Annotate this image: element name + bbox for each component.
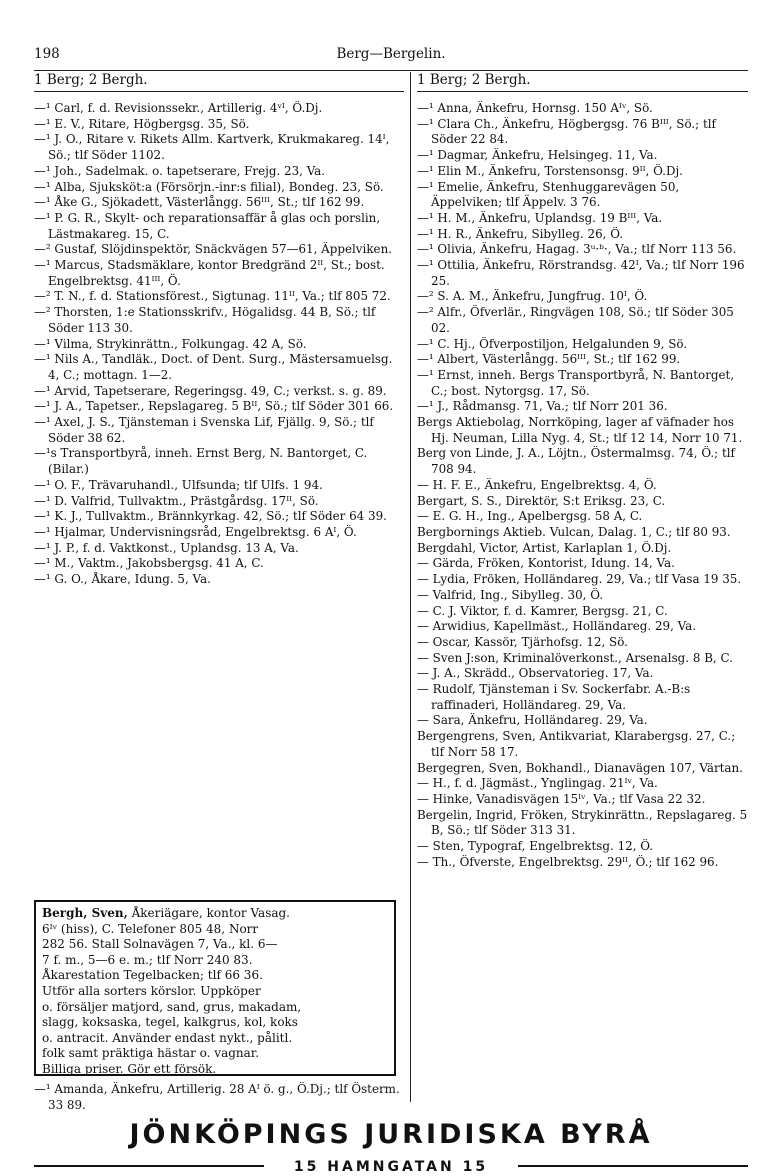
page-title: Berg—Bergelin. [336,46,446,62]
directory-entry: — Lydia, Fröken, Holländareg. 29, Va.; tlf Vasa 19 35. [417,572,742,587]
directory-entry: —¹ C. Hj., Öfverpostiljon, Helgalunden 9, Sö. [417,336,688,351]
directory-entry: — Valfrid, Ing., Sibylleg. 30, Ö. [417,587,604,602]
directory-entry: —¹ Ottilia, Änkefru, Rörstrandsg. 42ᴵ, Va.; tlf Norr 196 25. [417,258,745,288]
right-head-rule [417,91,748,92]
directory-entry: —¹ Marcus, Stadsmäklare, kontor Bredgränd 2ᴵᴵ, St.; bost. Engelbrektsg. 41ᴵᴵᴵ, Ö. [34,258,385,288]
directory-entry: — H., f. d. Jägmäst., Ynglingag. 21ᴵᵛ, Va. [417,776,658,791]
directory-entry: —¹ Emelie, Änkefru, Stenhuggarevägen 50, Äppelviken; tlf Äppelv. 3 76. [417,179,680,210]
directory-entry: Bergelin, Ingrid, Fröken, Strykinrättn., Repslagareg. 5 B, Sö.; tlf Söder 313 31. [417,807,748,838]
ad-line: 6ᴵᵛ (hiss), C. Telefoner 805 48, Norr [42,921,259,936]
ad-name: Bergh, Sven, [42,906,128,920]
directory-entry: —¹ Hjalmar, Undervisningsråd, Engelbrektsg. 6 Aᴵ, Ö. [34,524,357,539]
directory-entry: —¹ Arvid, Tapetserare, Regeringsg. 49, C.; verkst. s. g. 89. [34,383,387,398]
directory-entry: —² Alfr., Öfverlär., Ringvägen 108, Sö.; tlf Söder 305 02. [417,305,734,335]
right-column-head: 1 Berg; 2 Bergh. [417,72,531,88]
directory-entry: Bergegren, Sven, Bokhandl., Dianavägen 107, Värtan. [417,760,743,775]
directory-entry: — J. A., Skrädd., Observatorieg. 17, Va. [417,666,654,681]
directory-entry: —¹ G. O., Åkare, Idung. 5, Va. [34,572,211,587]
directory-entry: — C. J. Viktor, f. d. Kamrer, Bergsg. 21, C. [417,603,668,618]
directory-entry: Bergengrens, Sven, Antikvariat, Klarabergsg. 27, C.; tlf Norr 58 17. [417,729,736,759]
directory-entry: —¹ Axel, J. S., Tjänsteman i Svenska Lif, Fjällg. 9, Sö.; tlf Söder 38 62. [34,415,374,445]
footer-title: JÖNKÖPINGS JURIDISKA BYRÅ [129,1119,653,1150]
directory-entry: — E. G. H., Ing., Apelbergsg. 58 A, C. [417,509,643,524]
directory-entry: — Sten, Typograf, Engelbrektsg. 12, Ö. [417,839,654,854]
left-column [34,101,404,588]
ad-line: Åkarestation Tegelbacken; tlf 66 36. [42,968,263,983]
directory-entry: — Rudolf, Tjänsteman i Sv. Sockerfabr. A.-B:s raffinaderi, Holländareg. 29, Va. [417,682,691,712]
ad-line: Åkeriägare, kontor Vasag. [131,906,290,920]
directory-entry: —² T. N., f. d. Stationsförest., Sigtunag. 11ᴵᴵ, Va.; tlf 805 72. [34,289,391,304]
directory-entry: —¹ Joh., Sadelmak. o. tapetserare, Frejg. 23, Va. [34,163,326,178]
directory-entry: — Oscar, Kassör, Tjärhofsg. 12, Sö. [417,634,628,649]
column-divider [410,72,411,1102]
directory-entry: — Sven J:son, Kriminalöverkonst., Arsenalsg. 8 B, C. [417,650,733,665]
ad-line: o. försäljer matjord, sand, grus, makadam, [42,999,302,1014]
directory-entry: —¹ H. R., Änkefru, Sibylleg. 26, Ö. [417,226,624,241]
directory-entry: —¹ Albert, Västerlångg. 56ᴵᴵᴵ, St.; tlf 162 99. [417,352,681,367]
header-rule [34,70,748,71]
directory-entry: —¹ Elin M., Änkefru, Torstensonsg. 9ᴵᴵ, Ö.Dj. [417,163,683,178]
footer-rule-left [34,1165,264,1167]
ad-line: Utför alla sorters körslor. Uppköper [42,983,261,998]
directory-entry: —¹ Amanda, Änkefru, Artillerig. 28 Aᴵ ö. g., Ö.Dj.; tlf Österm. 33 89. [34,1082,400,1112]
directory-entry: — Gärda, Fröken, Kontorist, Idung. 14, Va. [417,556,675,571]
directory-entry: —¹ O. F., Trävaruhandl., Ulfsunda; tlf Ulfs. 1 94. [34,477,323,492]
ad-line: folk samt präktiga hästar o. vagnar. [42,1046,260,1061]
left-column-head: 1 Berg; 2 Bergh. [34,72,148,88]
directory-entry: —¹ J. O., Ritare v. Rikets Allm. Kartverk, Krukmakareg. 14ᴵ, Sö.; tlf Söder 1102. [34,132,390,163]
directory-entry: —¹ Olivia, Änkefru, Hagag. 3ᵘ·ᵇ·, Va.; tlf Norr 113 56. [417,242,737,257]
directory-entry: —¹ M., Vaktm., Jakobsbergsg. 41 A, C. [34,556,264,571]
directory-entry: —² Gustaf, Slöjdinspektör, Snäckvägen 57—61, Äppelviken. [34,242,393,257]
directory-entry: —¹ D. Valfrid, Tullvaktm., Prästgårdsg. 17ᴵᴵ, Sö. [34,493,319,508]
directory-entry: Bergart, S. S., Direktör, S:t Eriksg. 23, C. [417,493,666,508]
directory-entry: —¹ E. V., Ritare, Högbergsg. 35, Sö. [34,116,250,131]
directory-entry: —¹ J., Rådmansg. 71, Va.; tlf Norr 201 36. [417,399,668,414]
left-head-rule [34,91,404,92]
directory-entry: —¹ H. M., Änkefru, Uplandsg. 19 Bᴵᴵᴵ, Va. [417,210,663,225]
page-header [34,46,748,68]
ad-line: slagg, koksaska, tegel, kalkgrus, kol, koks [42,1015,298,1030]
advertisement-box [34,900,396,1076]
directory-entry: —¹ Åke G., Sjökadett, Västerlångg. 56ᴵᴵᴵ, St.; tlf 162 99. [34,195,365,210]
directory-entry: — Th., Öfverste, Engelbrektsg. 29ᴵᴵ, Ö.; tlf 162 96. [417,854,719,869]
footer-rule-right [518,1165,748,1167]
directory-entry: —¹ J. A., Tapetser., Repslagareg. 5 Bᴵᴵ, Sö.; tlf Söder 301 66. [34,399,394,414]
directory-entry: —¹ Vilma, Strykinrättn., Folkungag. 42 A, Sö. [34,336,307,351]
directory-entry: —¹s Transportbyrå, inneh. Ernst Berg, N. Bantorget, C. (Bilar.) [34,446,368,477]
directory-entry: —¹ Ernst, inneh. Bergs Transportbyrå, N. Bantorget, C.; bost. Nytorgsg. 17, Sö. [417,367,735,398]
footer-address-row [34,1156,748,1176]
directory-entry: —¹ J. P., f. d. Vaktkonst., Uplandsg. 13 A, Va. [34,540,299,555]
directory-entry: — Arwidius, Kapellmäst., Holländareg. 29, Va. [417,619,696,634]
page-number: 198 [34,46,60,62]
right-column [417,101,749,870]
ad-line: 282 56. Stall Solnavägen 7, Va., kl. 6— [42,937,278,952]
directory-entry: —¹ Dagmar, Änkefru, Helsingeg. 11, Va. [417,148,658,163]
directory-entry: —¹ Clara Ch., Änkefru, Högbergsg. 76 Bᴵᴵᴵ, Sö.; tlf Söder 22 84. [417,116,716,147]
directory-entry: Berg von Linde, J. A., Löjtn., Östermalmsg. 74, Ö.; tlf 708 94. [417,446,735,477]
directory-entry: — Hinke, Vanadisvägen 15ᴵᵛ, Va.; tlf Vasa 22 32. [417,791,706,806]
ad-line: o. antracit. Använder endast nykt., pålitl. [42,1030,293,1045]
directory-entry: Bergbornings Aktieb. Vulcan, Dalag. 1, C.; tlf 80 93. [417,524,731,539]
directory-entry: Bergdahl, Victor, Artist, Karlaplan 1, Ö.Dj. [417,540,672,555]
ad-line: Billiga priser. Gör ett försök. [42,1061,217,1076]
directory-entry: —¹ Anna, Änkefru, Hornsg. 150 Aᴵᵛ, Sö. [417,101,653,115]
directory-entry: —¹ Nils A., Tandläk., Doct. of Dent. Surg., Mästersamuelsg. 4, C.; mottagn. 1—2. [34,352,393,382]
footer-address: 15 HAMNGATAN 15 [293,1159,489,1175]
directory-entry: — H. F. E., Änkefru, Engelbrektsg. 4, Ö. [417,477,657,492]
left-column-after-ad [34,1082,404,1113]
ad-line: 7 f. m., 5—6 e. m.; tlf Norr 240 83. [42,952,253,967]
directory-entry: —² S. A. M., Änkefru, Jungfrug. 10ᴵ, Ö. [417,289,648,304]
directory-entry: —¹ K. J., Tullvaktm., Brännkyrkag. 42, Sö.; tlf Söder 64 39. [34,509,387,524]
directory-entry: — Sara, Änkefru, Holländareg. 29, Va. [417,713,648,728]
directory-entry: —¹ P. G. R., Skylt- och reparationsaffär å glas och porslin, Lästmakareg. 15, C. [34,210,381,241]
directory-entry: —¹ Alba, Sjuksköt:a (Försörjn.-inr:s filial), Bondeg. 23, Sö. [34,179,384,194]
directory-entry: —¹ Carl, f. d. Revisionssekr., Artillerig. 4ᵛᴵ, Ö.Dj. [34,101,323,115]
directory-entry: —² Thorsten, 1:e Stationsskrifv., Högalidsg. 44 B, Sö.; tlf Söder 113 30. [34,305,376,335]
directory-entry: Bergs Aktiebolag, Norrköping, lager af väfnader hos Hj. Neuman, Lilla Nyg. 4, St.; tlf 12 14, Norr 10 71. [417,415,743,445]
footer-banner [34,1120,748,1176]
